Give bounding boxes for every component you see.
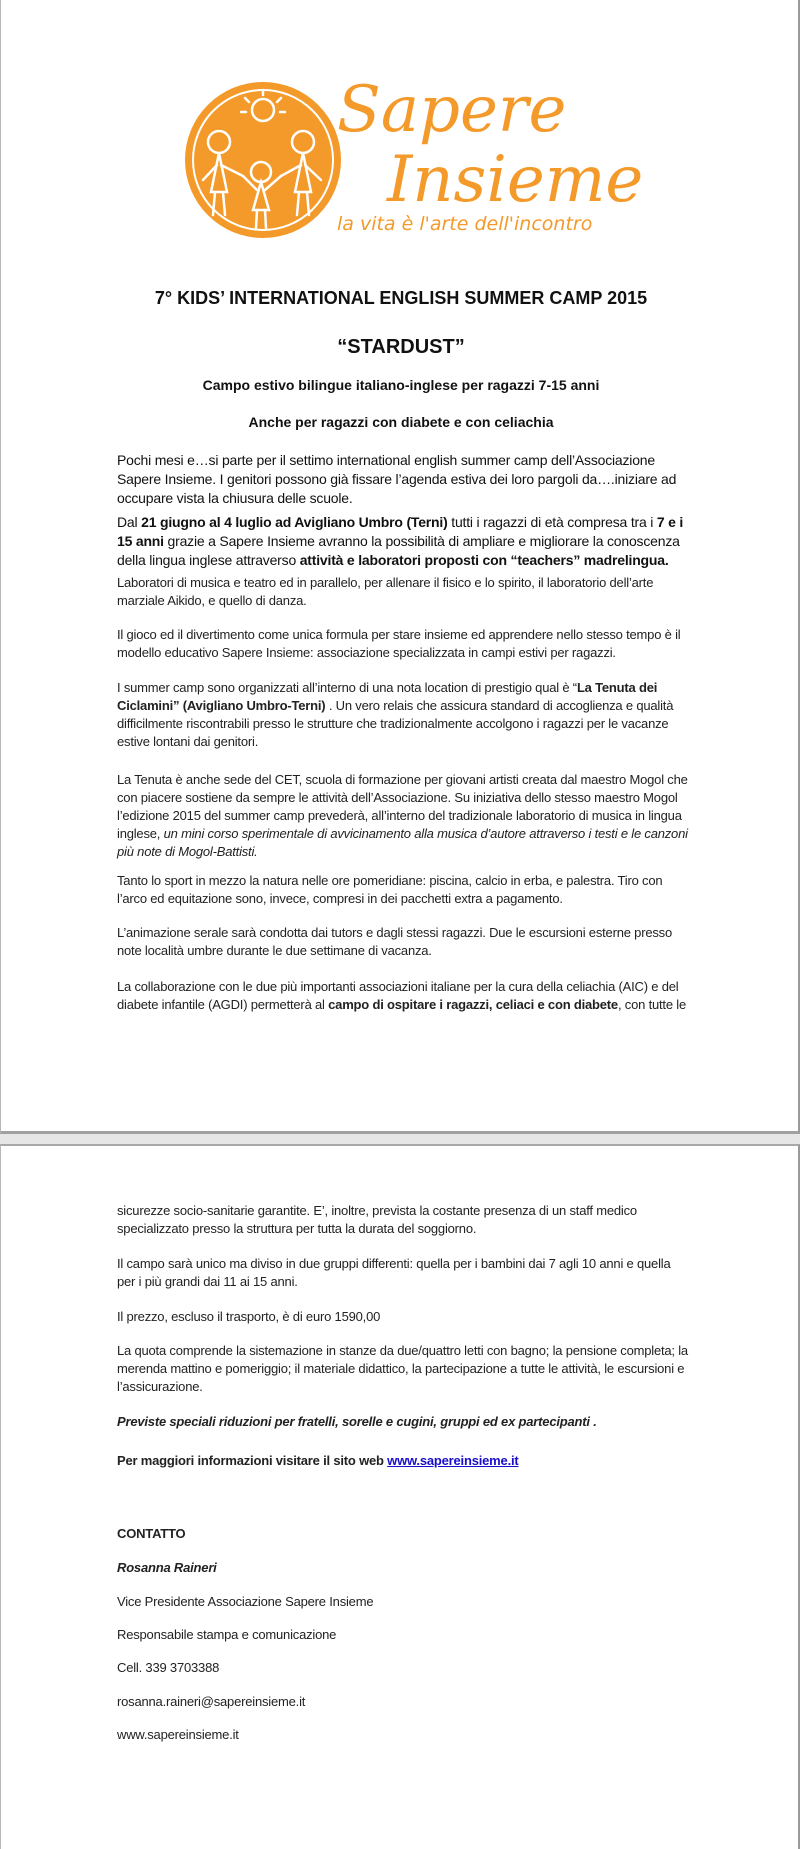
activities-highlight: attività e laboratori proposti con “teachers” madrelingua.	[299, 552, 669, 568]
contact-email: rosanna.raineri@sapereinsieme.it	[117, 1694, 306, 1709]
document-page-2	[0, 1144, 800, 1849]
paragraph-sport: Tanto lo sport in mezzo la natura nelle ore pomeridiane: piscina, calcio in erba, e palestra. Tiro con l’arco ed equitazione sono, invece, compresi in dei pacchetti extra a pagamento.	[117, 873, 663, 906]
paragraph-play: Il gioco ed il divertimento come unica formula per stare insieme ed apprendere nello stesso tempo è il modello educativo Sapere Insieme: associazione specializzata in campi estivi per ragazzi.	[117, 627, 681, 660]
paragraph-safety: sicurezze socio-sanitarie garantite. E’, inoltre, prevista la costante presenza di un staff medico specializzato presso la struttura per tutta la durata del soggiorno.	[117, 1203, 637, 1236]
subtitle-bilingual: Campo estivo bilingue italiano-inglese per ragazzi 7-15 anni	[202, 377, 600, 393]
collab-highlight: campo di ospitare i ragazzi, celiaci e con diabete	[328, 997, 618, 1012]
brand-name-line1: Sapere	[337, 73, 567, 147]
paragraph-discounts: Previste speciali riduzioni per fratelli, sorelle e cugini, gruppi ed ex partecipanti .	[117, 1414, 597, 1429]
paragraph-price: Il prezzo, escluso il trasporto, è di euro 1590,00	[117, 1309, 381, 1324]
collab-text-1: La collaborazione con le due più importanti associazioni italiane per la cura della celiachia (AIC) e del diabete infantile (AGDI) permetterà al	[117, 979, 679, 1012]
paragraph-dates	[117, 513, 691, 570]
dates-text-3: grazie a Sapere Insieme avranno la possibilità di ampliare e migliorare la conoscenza della lingua inglese attraverso	[117, 533, 680, 568]
page-title: 7° KIDS’ INTERNATIONAL ENGLISH SUMMER CAMP 2015	[154, 288, 648, 308]
paragraph-intro: Pochi mesi e…si parte per il settimo international english summer camp dell’Associazione Sapere Insieme. I genitori possono già fissare l’agenda estiva dei loro pargoli da….iniziare ad occupare vista la chiusura delle scuole.	[117, 452, 677, 506]
brand-tagline: la vita è l'arte dell'incontro	[337, 213, 593, 235]
paragraph-more-info	[117, 1452, 691, 1470]
tenuta-text: La Tenuta è anche sede del CET, scuola di formazione per giovani artisti creata dal maestro Mogol che con piacere sostiene da sempre le attività dell’Associazione. Su iniziativa dello stesso maestro Mogol l’edizione 2015 del summer camp prevederà, all’interno del tradizionale laboratorio di musica in lingua inglese,	[117, 772, 688, 841]
paragraph-workshops: Laboratori di musica e teatro ed in parallelo, per allenare il fisico e lo spirito, il laboratorio dell’arte marziale Aikido, e quello di danza.	[117, 575, 654, 608]
page-gap	[0, 1134, 800, 1144]
tenuta-italic: un mini corso sperimentale di avvicinamento alla musica d’autore attraverso i testi e le canzoni più note di Mogol-Battisti.	[117, 826, 688, 859]
location-highlight: La Tenuta dei Ciclamini” (Avigliano Umbro-Terni)	[117, 680, 658, 713]
contact-website: www.sapereinsieme.it	[117, 1727, 239, 1742]
location-text-1: I summer camp sono organizzati all’interno di una nota location di prestigio qual è “	[117, 680, 577, 695]
paragraph-location	[117, 679, 691, 751]
collab-text-2: , con tutte le	[617, 997, 686, 1012]
ages-highlight: 7 e i 15 anni	[117, 514, 684, 549]
paragraph-included: La quota comprende la sistemazione in stanze da due/quattro letti con bagno; la pensione completa; la merenda mattino e pomeriggio; il materiale didattico, la partecipazione a tutte le attività, le escursioni e l’assicurazione.	[117, 1343, 688, 1394]
website-link[interactable]: www.sapereinsieme.it	[387, 1453, 519, 1468]
paragraph-groups: Il campo sarà unico ma diviso in due gruppi differenti: quella per i bambini dai 7 agli 10 anni e quella per i più grandi dai 11 ai 15 anni.	[117, 1256, 671, 1289]
location-text-2: . Un vero relais che assicura standard di accoglienza e qualità difficilmente riscontrabili presso le strutture che tradizionalmente accolgono i ragazzi per le vacanze estive lontani dai genitori.	[117, 698, 674, 749]
contact-phone: Cell. 339 3703388	[117, 1660, 220, 1675]
brand-name-line2: Insieme	[387, 143, 644, 217]
paragraph-evening: L’animazione serale sarà condotta dai tutors e dagli stessi ragazzi. Due le escursioni esterne presso note località umbre durante le due settimane di vacanza.	[117, 925, 672, 958]
contact-name: Rosanna Raineri	[117, 1560, 217, 1575]
dates-text-1: Dal	[117, 514, 142, 530]
more-info-text: Per maggiori informazioni visitare il sito web	[117, 1453, 388, 1468]
contact-heading: CONTATTO	[117, 1526, 186, 1541]
paragraph-collaboration	[117, 978, 691, 1014]
camp-name: “STARDUST”	[337, 336, 465, 358]
subtitle-diabetes: Anche per ragazzi con diabete e con celiachia	[248, 414, 554, 430]
dates-highlight: 21 giugno al 4 luglio ad Avigliano Umbro (Terni)	[141, 514, 448, 530]
contact-role-1: Vice Presidente Associazione Sapere Insieme	[117, 1594, 374, 1609]
paragraph-tenuta	[117, 771, 691, 861]
contact-role-2: Responsabile stampa e comunicazione	[117, 1627, 337, 1642]
dates-text-2: tutti i ragazzi di età compresa tra i	[447, 514, 657, 530]
